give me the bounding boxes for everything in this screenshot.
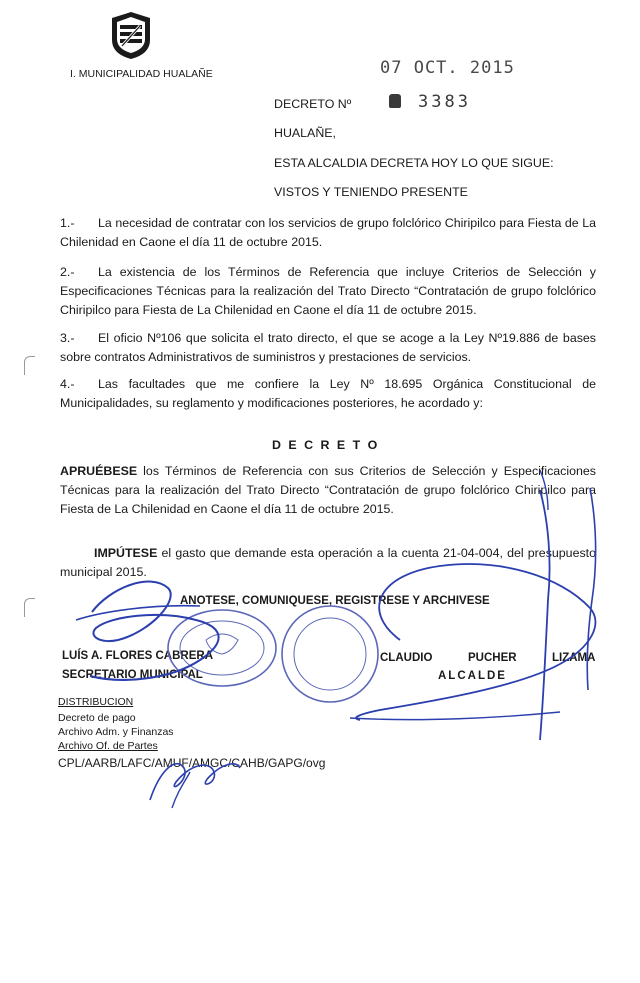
closing-line: ANOTESE, COMUNIQUESE, REGISTRESE Y ARCHIVESE: [180, 595, 490, 607]
considerando-text: El oficio Nº106 que solicita el trato directo, el que se acoge a la Ley Nº19.886 de bases sobre contratos Administrativos de suministros y prestaciones de servicios.: [60, 331, 596, 364]
municipal-logo: [108, 10, 154, 60]
apruebese-text: los Términos de Referencia con sus Criterios de Selección y Especificaciones Técnicas para la realización del Trato Directo “Contratación de grupo folclórico Chiripilco para Fiesta de La Chilenidad en Caone el día 11 de octubre 2015.: [60, 464, 596, 516]
mayor-last-name: LIZAMA: [552, 652, 596, 664]
city-line: HUALAÑE,: [274, 126, 336, 140]
considerando-number: 2.-: [60, 265, 75, 279]
considerando-text: La necesidad de contratar con los servicios de grupo folclórico Chiripilco para Fiesta de La Chilenidad en Caone el día 11 de octubre 2015.: [60, 216, 596, 249]
decreto-title: D E C R E T O: [272, 438, 380, 452]
date-stamp: 07 OCT. 2015: [380, 58, 515, 78]
considerando-number: 4.-: [60, 377, 75, 391]
imputese-text: el gasto que demande esta operación a la cuenta 21-04-004, del presupuesto municipal 2015.: [60, 546, 596, 579]
imputese-paragraph: [60, 544, 596, 582]
mayor-first-name: CLAUDIO: [380, 652, 433, 664]
vistos-line: VISTOS Y TENIENDO PRESENTE: [274, 185, 468, 199]
imputese-keyword: IMPÚTESE: [94, 546, 158, 560]
mayor-middle-name: PUCHER: [468, 652, 517, 664]
distribucion-initials: CPL/AARB/LAFC/AMUF/AMGC/CAHB/GAPG/ovg: [58, 756, 326, 770]
decree-mark-icon: [389, 94, 401, 108]
apruebese-paragraph: [60, 462, 596, 519]
considerando-number: 3.-: [60, 331, 75, 345]
mayor-signature: [356, 564, 595, 720]
decree-label: DECRETO Nº: [274, 97, 352, 111]
mayor-title: ALCALDE: [438, 670, 507, 682]
apruebese-keyword: APRUÉBESE: [60, 464, 138, 478]
considerando-2: [60, 263, 596, 320]
distribucion-item: Archivo Of. de Partes: [58, 740, 158, 752]
margin-mark: [24, 356, 35, 375]
considerando-1: [60, 214, 596, 252]
distribucion-title: DISTRIBUCION: [58, 696, 134, 708]
considerando-text: La existencia de los Términos de Referencia que incluye Criterios de Selección y Especificaciones Técnicas para la realización del Trato Directo “Contratación de grupo folclórico Chiripilco para Fiesta de La Chilenidad en Caone el día 11 de octubre 2015.: [60, 265, 596, 317]
secretary-title: SECRETARIO MUNICIPAL: [62, 669, 203, 681]
considerando-3: [60, 329, 596, 367]
distribucion-item: Decreto de pago: [58, 712, 136, 724]
considerando-4: [60, 375, 596, 413]
mayor-stamp: [282, 606, 378, 702]
decree-number: 3383: [418, 92, 471, 112]
intro-line: ESTA ALCALDIA DECRETA HOY LO QUE SIGUE:: [274, 156, 554, 170]
considerando-text: Las facultades que me confiere la Ley Nº 18.695 Orgánica Constitucional de Municipalidades, su reglamento y modificaciones posteriores, he acordado y:: [60, 377, 596, 410]
distribucion-item: Archivo Adm. y Finanzas: [58, 726, 174, 738]
margin-mark: [24, 598, 35, 617]
secretary-name: LUÍS A. FLORES CABRERA: [62, 650, 213, 662]
municipality-name: I. MUNICIPALIDAD HUALAÑE: [70, 68, 213, 80]
considerando-number: 1.-: [60, 216, 75, 230]
